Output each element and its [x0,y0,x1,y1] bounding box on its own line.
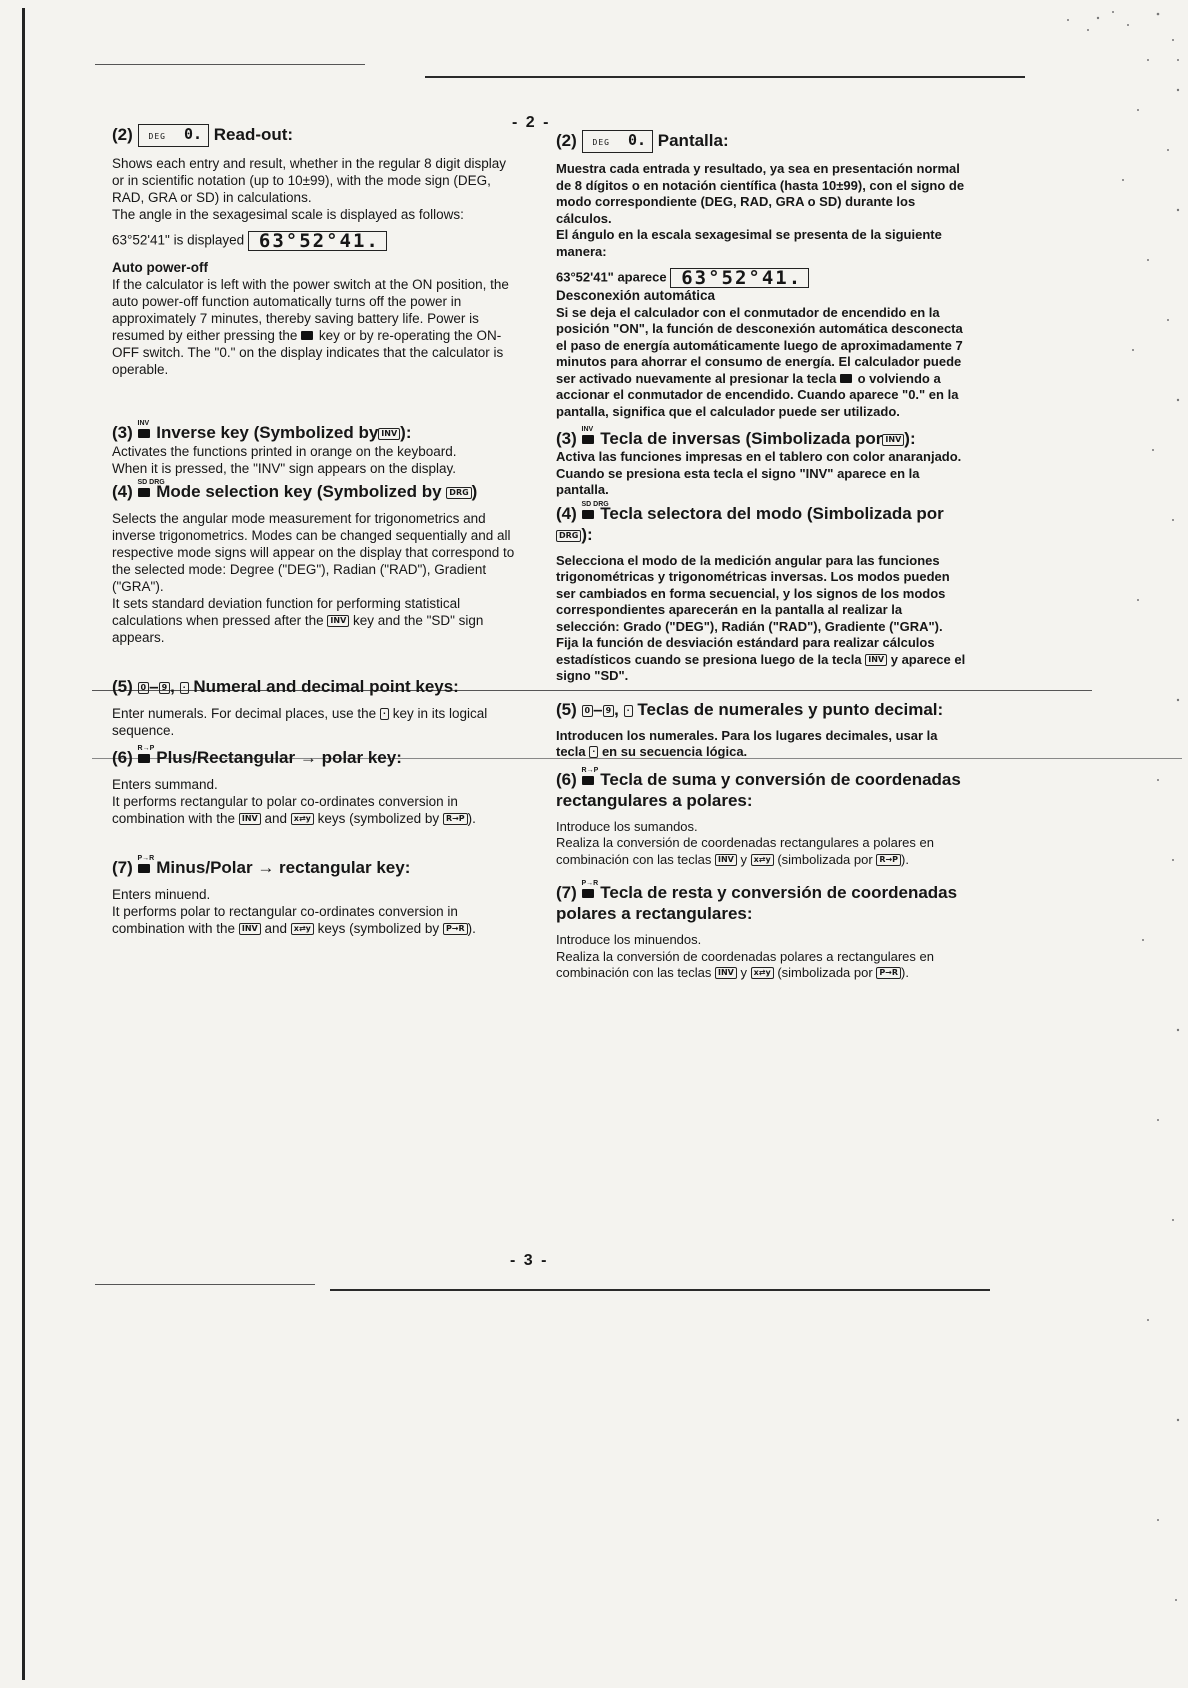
es-s4-heading: (4) SD DRG Tecla selectora del modo (Simbolizada por DRG ): [556,500,944,544]
plus-key-icon: R→P [138,747,152,768]
es-s5-heading: (5) 0 – 9 , · Teclas de numerales y punto decimal: [556,699,944,719]
xy-swap-icon: x⇄y [291,923,314,935]
en-s4-body2: It sets standard deviation function for performing statistical calculations when pressed after the INV key and the "SD" sign appears. [112,596,484,646]
es-display-readout: DEG 0. [582,130,654,153]
drg-key-icon: SD DRG [138,481,152,502]
es-s2-body2: El ángulo en la escala sexagesimal se presenta de la siguiente manera: [556,227,942,259]
decimal-small-icon: · [380,708,389,720]
drg-symbol-icon: DRG [446,487,471,499]
minus-key-icon: P→R [582,882,596,903]
en-auto-body: If the calculator is left with the power switch at the ON position, the auto power-off function automatically turns off the power in approximately 7 minutes, thereby saving battery life. Power is resumed by either pressing the key or by re-operating the ON-OFF switch. The "0." on the display indicates that the calculator is operable. [112,277,509,378]
bottom-rule-left [95,1284,315,1285]
es-s7-body: Introduce los minuendos. [556,932,702,948]
decimal-key-icon: · [180,682,189,694]
es-s6-heading: (6) R→P Tecla de suma y conversión de coordenadas rectangulares a polares: [556,766,961,810]
key-9-icon: 9 [603,705,615,717]
key-0-icon: 0 [138,682,150,694]
es-auto-body: Si se deja el calculador con el conmutador de encendido en la posición "ON", la función de desconexión automática desconecta el paso de energía automáticamente luego de aproximadamente 7 minutos para ahorrar el consumo de energía. El calculador puede ser activado nuevamente al presionar la tecla o volviendo a accionar el conmutador de encendido. Cuando aparece "0." en la pantalla, significa que el calculador puede ser utilizado. [556,304,963,419]
xy-swap-icon: x⇄y [291,813,314,825]
scan-noise [1028,0,1188,1688]
inv-small-icon: INV [715,854,737,866]
es-s3-heading: (3) INV Tecla de inversas (Simbolizada por INV ): [556,426,916,449]
es-s7-body2: Realiza la conversión de coordenadas polares a rectangulares en combinación con las teclas INV y x⇄y (simbolizada por P→R ). [556,948,934,981]
en-auto-title: Auto power-off [112,260,208,276]
en-s6-body2: It performs rectangular to polar co-ordinates conversion in combination with the INV and x⇄y keys (symbolized by R→P ). [112,794,476,827]
es-s4-body: Selecciona el modo de la medición angular para las funciones trigonométricas y trigonométricas inversas. Los modos pueden ser cambiados en forma secuencial, y los signos de los modos correspondientes aparecerán en la pantalla al realizar la selección: Grado ("DEG"), Radián ("RAD"), Gradiente ("GRA"). [556,552,950,634]
top-rule-left [95,64,365,65]
inv-small-icon: INV [327,615,349,627]
scan-left-border [22,8,25,1680]
en-s2-body2: The angle in the sexagesimal scale is displayed as follows: [112,207,464,223]
decimal-key-icon: · [624,705,633,717]
en-s6-heading: (6) R→P Plus/Rectangular → polar key: [112,745,402,768]
es-s6-body2: Realiza la conversión de coordenadas rectangulares a polares en combinación con las teclas INV y x⇄y (simbolizada por R→P ). [556,835,934,867]
es-sexagesimal-display: 63°52°41. [670,268,809,288]
inv-small-icon: INV [239,923,261,935]
drg-symbol-icon: DRG [556,530,581,542]
inv-key-icon: INV [138,422,152,443]
inv-symbol-icon: INV [882,434,904,446]
inv-small-icon: INV [865,654,887,666]
inv-small-icon: INV [715,967,737,979]
rp-symbol-icon: R→P [876,854,901,866]
pr-symbol-icon: P→R [443,923,468,935]
inv-key-icon: INV [582,428,596,449]
plus-key-icon: R→P [582,769,596,790]
key-9-icon: 9 [159,682,171,694]
en-s4-body: Selects the angular mode measurement for trigonometrics and inverse trigonometrics. Modes can be changed sequentially and all respective mode signs will appear on the display that correspond to the selected mode: Degree ("DEG"), Radian ("RAD"), Gradient ("GRA"). [112,511,515,595]
es-s2-example: 63°52'41" aparece 63°52°41. [556,268,966,288]
page-number-top: - 2 - [512,114,551,131]
xy-swap-icon: x⇄y [751,854,774,866]
en-s6-body: Enters summand. [112,777,218,793]
es-s2-heading: (2) DEG 0. Pantalla: [556,130,966,153]
en-sexagesimal-display: 63°52°41. [248,231,387,251]
rp-symbol-icon: R→P [443,813,468,825]
clear-key-icon [840,374,852,383]
es-s4-body2: Fija la función de desviación estándard para realizar cálculos estadísticos cuando se presiona luego de la tecla INV y aparece el signo "SD". [556,635,966,684]
key-0-icon: 0 [582,705,594,717]
en-s7-heading: (7) P→R Minus/Polar → rectangular key: [112,855,411,878]
en-s7-body2: It performs polar to rectangular co-ordinates conversion in combination with the INV and x⇄y keys (symbolized by P→R ). [112,904,476,937]
inv-small-icon: INV [239,813,261,825]
es-s7-heading: (7) P→R Tecla de resta y conversión de coordenadas polares a rectangulares: [556,880,958,924]
en-s2-heading: (2) DEG 0. Read-out: [112,124,516,147]
es-s3-body2: Cuando se presiona esta tecla el signo "INV" aparece en la pantalla. [556,465,920,498]
es-auto-title: Desconexión automática [556,288,716,304]
es-s3-body: Activa las funciones impresas en el tablero con color anaranjado. [556,449,962,465]
en-display-readout: DEG 0. [138,124,210,147]
decimal-small-icon: · [589,746,598,758]
en-s4-heading: (4) SD DRG Mode selection key (Symbolized by DRG ) [112,479,478,502]
pr-symbol-icon: P→R [876,967,901,979]
en-s3-body: Activates the functions printed in orange on the keyboard. [112,444,457,460]
en-s2-body: Shows each entry and result, whether in the regular 8 digit display or in scientific notation (up to 10±99), with the mode sign (DEG, RAD, GRA or SD) in calculations. [112,156,506,206]
minus-key-icon: P→R [138,857,152,878]
es-s5-body: Introducen los numerales. Para los lugares decimales, usar la tecla · en su secuencia lógica. [556,727,938,760]
page-number-bottom: - 3 - [510,1252,549,1269]
spanish-column [556,130,966,982]
english-column [112,124,516,937]
es-s2-body: Muestra cada entrada y resultado, ya sea en presentación normal de 8 dígitos o en notación científica (hasta 10±99), con el signo de modo correspondiente (DEG, RAD, GRA o SD) durante los cálculos. [556,161,965,226]
inv-symbol-icon: INV [378,428,400,440]
en-s2-example: 63°52'41" is displayed 63°52°41. [112,231,516,251]
es-s6-body: Introduce los sumandos. [556,818,698,834]
xy-swap-icon: x⇄y [751,967,774,979]
drg-key-icon: SD DRG [582,503,596,524]
en-s5-body: Enter numerals. For decimal places, use the · key in its logical sequence. [112,706,488,739]
en-s3-body2: When it is pressed, the "INV" sign appears on the display. [112,461,457,477]
en-s3-heading: (3) INV Inverse key (Symbolized by INV ): [112,420,412,443]
en-s5-heading: (5) 0 – 9 , · Numeral and decimal point keys: [112,677,459,697]
bottom-rule [330,1289,990,1291]
clear-key-icon [301,331,313,340]
en-s7-body: Enters minuend. [112,887,211,903]
top-rule-right [425,76,1025,78]
